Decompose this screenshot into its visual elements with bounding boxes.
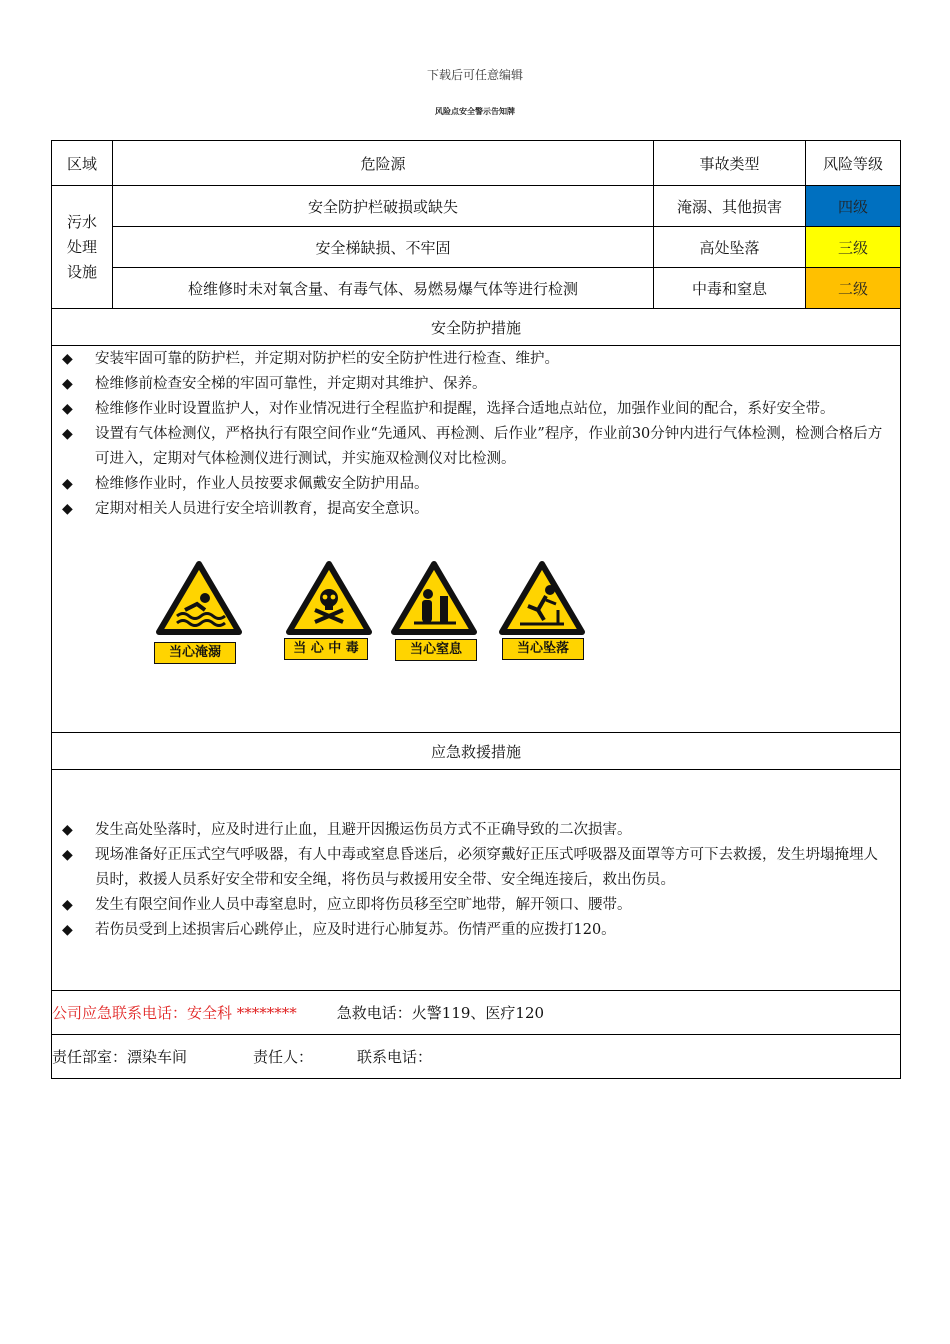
diamond-bullet-icon: ◆ <box>62 351 73 367</box>
hazard-source: 检维修时未对氧含量、有毒气体、易燃易爆气体等进行检测 <box>113 268 654 309</box>
first-aid-phone: 急救电话：火警119、医疗120 <box>336 1004 545 1022</box>
responsibility-row <box>52 1035 901 1079</box>
diamond-bullet-icon: ◆ <box>62 822 73 838</box>
list-item-text: 检维修前检查安全梯的牢固可靠性，并定期对其维护、保养。 <box>95 376 487 392</box>
diamond-bullet-icon: ◆ <box>62 426 73 442</box>
emergency-contact-row <box>52 991 901 1035</box>
list-item-text: 定期对相关人员进行安全培训教育，提高安全意识。 <box>95 501 429 517</box>
list-item <box>52 843 900 893</box>
list-item-text: 发生高处坠落时，应及时进行止血，且避开因搬运伤员方式不正确导致的二次损害。 <box>95 822 632 838</box>
drowning-warning-sign <box>155 560 245 636</box>
list-item <box>52 918 900 943</box>
diamond-bullet-icon: ◆ <box>62 847 73 863</box>
list-item <box>52 347 900 372</box>
risk-level-badge: 三级 <box>806 227 901 268</box>
list-item <box>52 497 900 522</box>
risk-notice-table <box>51 140 901 1079</box>
table-header-row <box>52 141 901 186</box>
safety-section-header <box>52 309 901 346</box>
list-item-text: 设置有气体检测仪，严格执行有限空间作业“先通风、再检测、后作业”程序，作业前30分钟内进行气体检测，检测合格后方可进入，定期对气体检测仪进行测试，并实施双检测仪对比检测。 <box>95 426 883 467</box>
list-item-text: 检维修作业时，作业人员按要求佩戴安全防护用品。 <box>95 476 429 492</box>
list-item <box>52 818 900 843</box>
hazard-source: 安全梯缺损、不牢固 <box>113 227 654 268</box>
area-line: 处理 <box>66 237 97 256</box>
safety-measures-row <box>52 346 901 733</box>
safety-measures-cell <box>52 346 901 733</box>
list-item-text: 发生有限空间作业人员中毒窒息时，应立即将伤员移至空旷地带，解开领口、腰带。 <box>95 897 632 913</box>
drowning-warning-icon <box>155 560 243 636</box>
list-item-text: 现场准备好正压式空气呼吸器，有人中毒或窒息昏迷后，必须穿戴好正压式呼吸器及面罩等方可下去救援，发生坍塌掩埋人员时，救援人员系好安全带和安全绳，将伤员与救援用安全带、安全绳连接后，救出伤员。 <box>95 847 878 888</box>
safety-section-title: 安全防护措施 <box>52 309 901 346</box>
risk-level-badge: 四级 <box>806 186 901 227</box>
area-line: 设施 <box>66 262 97 281</box>
header-accident-type: 事故类型 <box>654 141 806 186</box>
area-cell <box>52 186 113 309</box>
company-emergency-phone: 公司应急联系电话：安全科 ******** <box>52 1004 297 1022</box>
list-item <box>52 893 900 918</box>
suffocation-warning-icon <box>390 560 478 636</box>
header-hazard-source: 危险源 <box>113 141 654 186</box>
list-item-text: 安装牢固可靠的防护栏，并定期对防护栏的安全防护性进行检查、维护。 <box>95 351 559 367</box>
top-note: 下载后可任意编辑 <box>426 68 523 82</box>
header-risk-level: 风险等级 <box>806 141 901 186</box>
emergency-measures-list <box>52 770 900 943</box>
responsibility-cell <box>52 1035 901 1079</box>
hazard-source: 安全防护栏破损或缺失 <box>113 186 654 227</box>
safety-measures-list <box>52 346 900 522</box>
list-item <box>52 422 900 472</box>
sign-label: 当心窒息 <box>395 639 477 661</box>
header-area: 区域 <box>52 141 113 186</box>
list-item-text: 若伤员受到上述损害后心跳停止，应及时进行心肺复苏。伤情严重的应拨打120。 <box>95 922 616 938</box>
area-line: 污水 <box>66 212 97 231</box>
responsible-department: 责任部室：漂染车间 <box>52 1048 188 1066</box>
diamond-bullet-icon: ◆ <box>62 922 73 938</box>
warning-signs <box>52 536 900 686</box>
emergency-section-header <box>52 733 901 770</box>
falling-warning-icon <box>498 560 586 636</box>
suffocation-warning-sign <box>390 560 480 636</box>
document-title: 风险点安全警示告知牌 <box>435 107 515 116</box>
diamond-bullet-icon: ◆ <box>62 476 73 492</box>
sign-label: 当 心 中 毒 <box>284 638 368 660</box>
hazard-row <box>52 227 901 268</box>
emergency-contact-cell <box>52 991 901 1035</box>
contact-phone: 联系电话： <box>357 1048 433 1066</box>
list-item <box>52 372 900 397</box>
list-item-text: 检维修作业时设置监护人，对作业情况进行全程监护和提醒，选择合适地点站位，加强作业间的配合，系好安全带。 <box>95 401 835 417</box>
sign-label: 当心淹溺 <box>154 642 236 664</box>
diamond-bullet-icon: ◆ <box>62 376 73 392</box>
falling-warning-sign <box>498 560 588 636</box>
accident-type: 中毒和窒息 <box>654 268 806 309</box>
poison-warning-icon <box>285 560 373 636</box>
emergency-measures-cell <box>52 770 901 991</box>
responsible-person: 责任人： <box>253 1048 314 1066</box>
diamond-bullet-icon: ◆ <box>62 897 73 913</box>
diamond-bullet-icon: ◆ <box>62 501 73 517</box>
hazard-row <box>52 268 901 309</box>
list-item <box>52 397 900 422</box>
list-item <box>52 472 900 497</box>
diamond-bullet-icon: ◆ <box>62 401 73 417</box>
hazard-row <box>52 186 901 227</box>
sign-label: 当心坠落 <box>502 638 584 660</box>
emergency-section-title: 应急救援措施 <box>52 733 901 770</box>
poison-warning-sign <box>285 560 375 636</box>
accident-type: 淹溺、其他损害 <box>654 186 806 227</box>
risk-level-badge: 二级 <box>806 268 901 309</box>
accident-type: 高处坠落 <box>654 227 806 268</box>
emergency-measures-row <box>52 770 901 991</box>
